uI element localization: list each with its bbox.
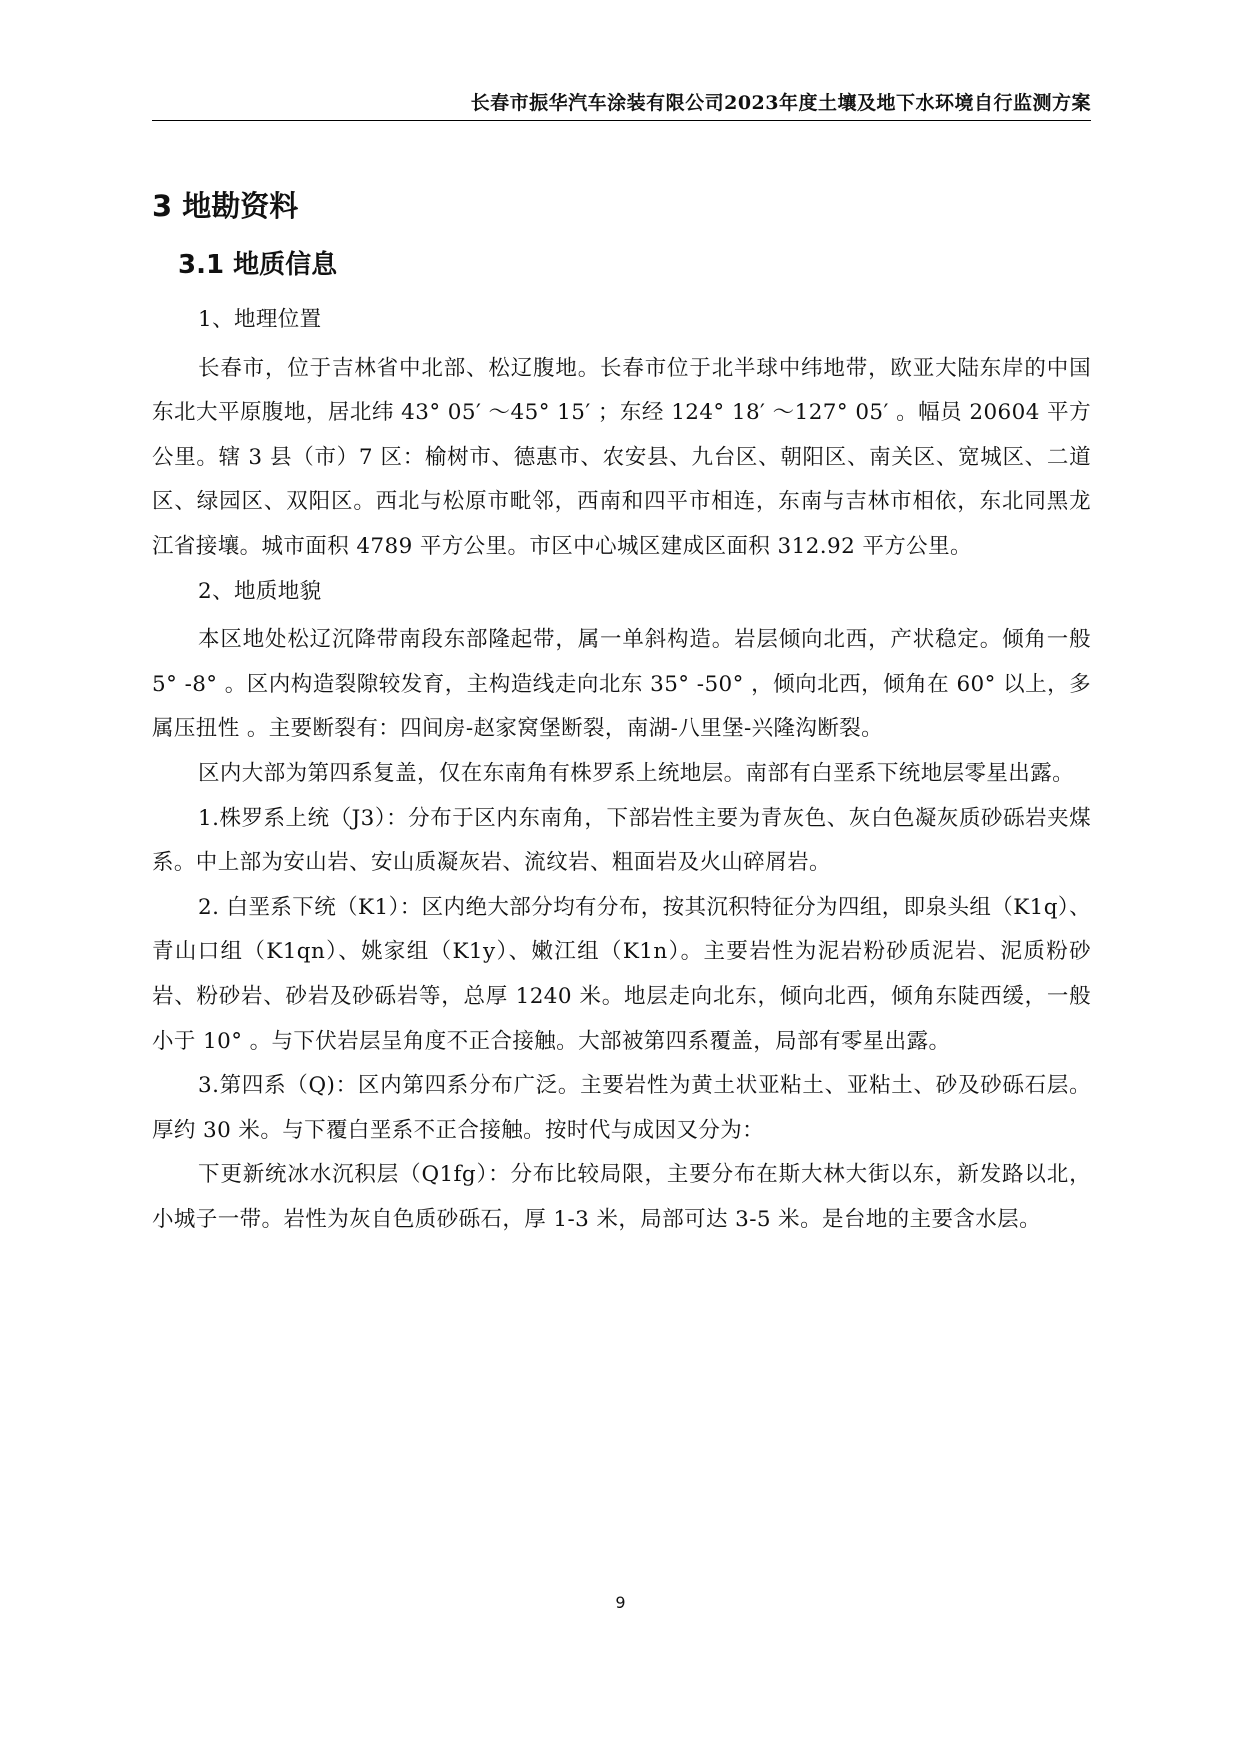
- subsection-title: 3.1 地质信息: [178, 250, 338, 280]
- paragraph-pleistocene: 下更新统冰水沉积层（Q1fg）：分布比较局限，主要分布在斯大林大街以东，新发路以北，小城子一带。岩性为灰自色质砂砾石，厚 1-3 米，局部可达 3-5 米。是台地的主要含水层。: [152, 1162, 1091, 1232]
- paragraph-jurassic: 1.株罗系上统（J3）：分布于区内东南角，下部岩性主要为青灰色、灰白色凝灰质砂砾岩夹煤系。中上部为安山岩、安山质凝灰岩、流纹岩、粗面岩及火山碎屑岩。: [152, 805, 1091, 876]
- page-header: [152, 90, 1091, 121]
- paragraph-quaternary: 3.第四系（Q)：区内第四系分布广泛。主要岩性为黄土状亚粘土、亚粘土、砂及砂砾石层。厚约 30 米。与下覆白垩系不正合接触。按时代与成因又分为：: [152, 1073, 1091, 1143]
- paragraph-cretaceous: 2. 白垩系下统（K1）：区内绝大部分均有分布，按其沉积特征分为四组，即泉头组（K1q）、青山口组（K1qn）、姚家组（K1y）、嫩江组（K1n）。主要岩性为泥岩粉砂质泥岩、泥质粉砂岩、粉砂岩、砂岩及砂砾岩等，总厚 1240 米。地层走向北东，倾向北西，倾角东陡西缓，一般小于 10° 。与下伏岩层呈角度不正合接触。大部被第四系覆盖，局部有零星出露。: [152, 894, 1091, 1054]
- header-title: 长春市振华汽车涂装有限公司2023年度土壤及地下水环境自行监测方案: [470, 92, 1091, 114]
- page-number: 9: [615, 1593, 626, 1612]
- paragraph-strata-overview: 区内大部为第四系复盖，仅在东南角有株罗系上统地层。南部有白垩系下统地层零星出露。: [198, 760, 1075, 786]
- item-heading-geography: 1、地理位置: [198, 307, 322, 332]
- document-body: [152, 186, 1091, 1242]
- paragraph-structure: 本区地处松辽沉降带南段东部隆起带，属一单斜构造。岩层倾向北西，产状稳定。倾角一般 5° -8° 。区内构造裂隙较发育，主构造线走向北东 35° -50° ，倾向北西，倾角在 60° 以上，多属压扭性 。主要断裂有：四间房-赵家窝堡断裂，南湖-八里堡-兴隆沟断裂。: [152, 627, 1091, 742]
- paragraph-geography: 长春市，位于吉林省中北部、松辽腹地。长春市位于北半球中纬地带，欧亚大陆东岸的中国东北大平原腹地，居北纬 43° 05′ ～45° 15′ ；东经 124° 18′ ～127° 05′ 。幅员 20604 平方公里。辖 3 县（市）7 区：榆树市、德惠市、农安县、九台区、朝阳区、南关区、宽城区、二道区、绿园区、双阳区。西北与松原市毗邻，西南和四平市相连，东南与吉林市相依，东北同黑龙江省接壤。城市面积 4789 平方公里。市区中心城区建成区面积 312.92 平方公里。: [152, 355, 1091, 559]
- item-heading-geology: 2、地质地貌: [198, 578, 322, 604]
- section-title: 3 地勘资料: [152, 189, 299, 223]
